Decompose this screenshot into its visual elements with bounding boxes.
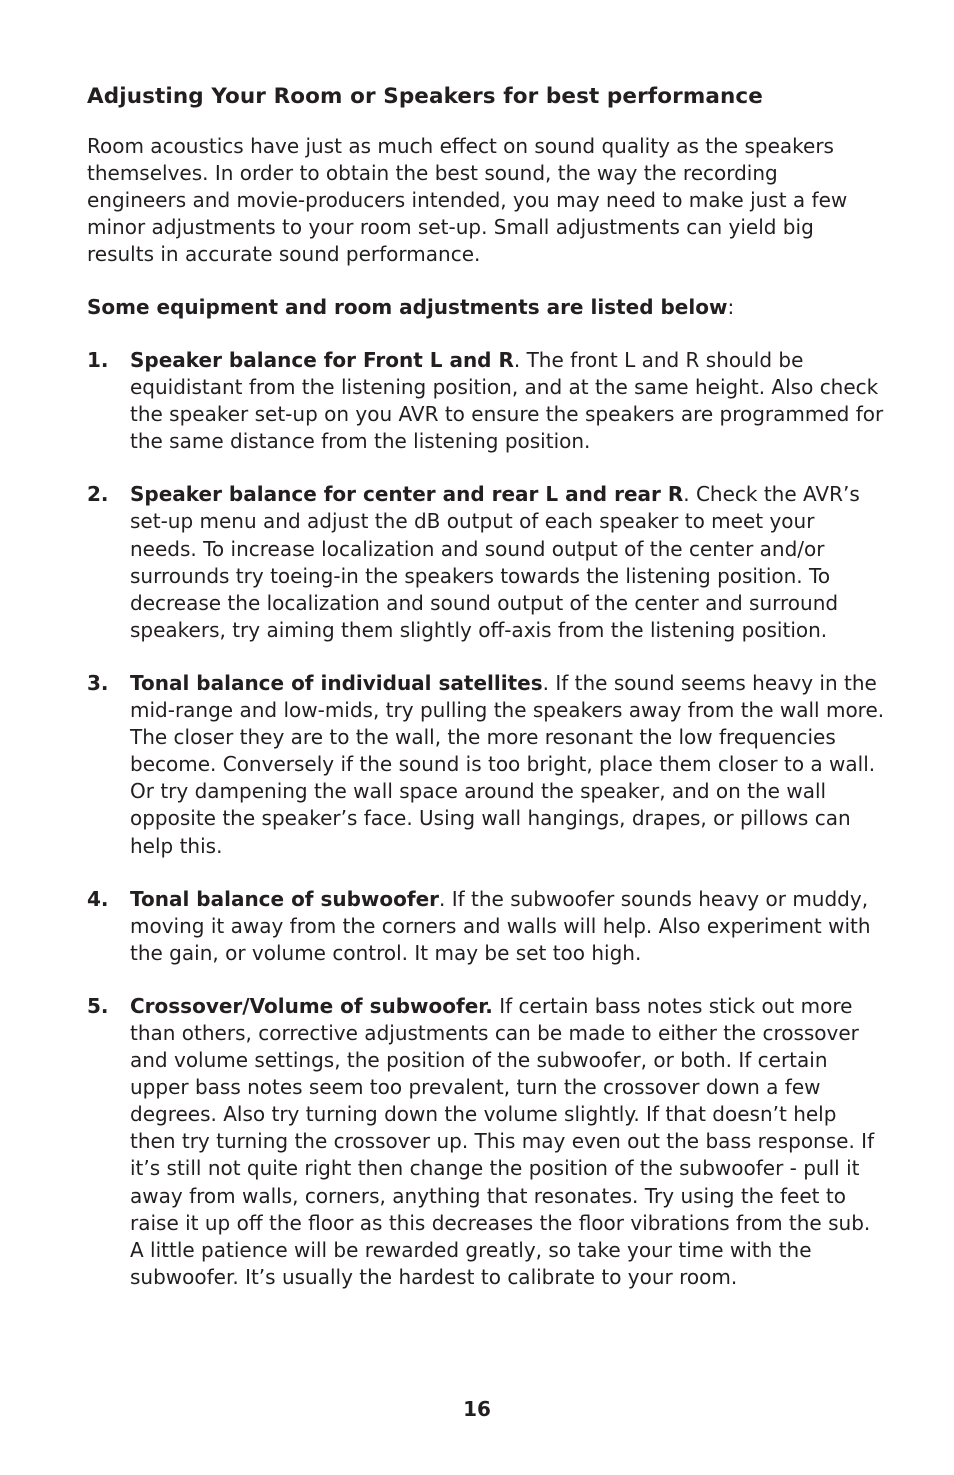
item-text: . If the sound seems heavy in the mid-range and low-mids, try pulling the speakers away from the wall more. The closer they are to the wall, the more resonant the low frequencies become. Conversely if the sound is too bright, place them closer to a wall. Or try dampening the wall space around the speaker, and on the wall opposite the speaker’s face. Using wall hangings, drapes, or pillows can help this. bbox=[130, 670, 885, 858]
page-number: 16 bbox=[463, 1397, 491, 1421]
item-heading: Tonal balance of individual satellites bbox=[130, 670, 543, 695]
item-body bbox=[130, 670, 887, 860]
page-title: Adjusting Your Room or Speakers for best performance bbox=[87, 84, 763, 109]
item-number: 2. bbox=[87, 482, 109, 507]
item-heading: Crossover/Volume of subwoofer. bbox=[130, 993, 493, 1018]
item-number: 5. bbox=[87, 993, 109, 1018]
list-item bbox=[87, 993, 887, 1291]
list-intro bbox=[87, 294, 887, 321]
intro-paragraph: Room acoustics have just as much effect on sound quality as the speakers themselves. In order to obtain the best sound, the way the recording engineers and movie-producers intended, you may need to make just a few minor adjustments to your room set-up. Small adjustments can yield big results in accurate sound performance. bbox=[87, 134, 848, 266]
item-body bbox=[130, 886, 887, 967]
item-number: 1. bbox=[87, 348, 109, 372]
item-body bbox=[130, 347, 887, 455]
list-item bbox=[87, 481, 887, 644]
item-body bbox=[130, 481, 887, 644]
item-body bbox=[130, 993, 887, 1291]
manual-page bbox=[87, 80, 887, 1317]
list-item bbox=[87, 886, 887, 967]
item-text: . Check the AVR’s set-up menu and adjust the dB output of each speaker to meet your needs. To increase localization and sound output of the center and/or surrounds try toeing-in the speakers towards the listening position. To decrease the localization and sound output of the center and surround speakers, try aiming them slightly off-axis from the listening position. bbox=[130, 482, 860, 642]
item-text: . The front L and R should be equidistant from the listening position, and at the same height. Also check the speaker set-up on you AVR to ensure the speakers are programmed for the same distance from the listening position. bbox=[130, 348, 884, 454]
item-text: If certain bass notes stick out more than others, corrective adjustments can be made to either the crossover and volume settings, the position of the subwoofer, or both. If certain upper bass notes seem too prevalent, turn the crossover down a few degrees. Also try turning down the volume slightly. If that doesn’t help then try turning the crossover up. This may even out the bass response. If it’s still not quite right then change the position of the subwoofer - pull it away from walls, corners, anything that resonates. Try using the feet to raise it up off the floor as this decreases the floor vibrations from the sub. A little patience will be rewarded greatly, so take your time with the subwoofer. It’s usually the hardest to calibrate to your room. bbox=[130, 993, 875, 1289]
list-intro-suffix: : bbox=[727, 295, 735, 319]
item-number: 3. bbox=[87, 670, 109, 695]
list-intro-bold: Some equipment and room adjustments are listed below bbox=[87, 295, 728, 319]
item-number: 4. bbox=[87, 886, 109, 911]
list-item bbox=[87, 670, 887, 860]
item-heading: Tonal balance of subwoofer bbox=[130, 886, 440, 911]
item-heading: Speaker balance for Front L and R bbox=[130, 348, 514, 372]
item-heading: Speaker balance for center and rear L and rear R bbox=[130, 482, 684, 507]
list-item bbox=[87, 347, 887, 455]
item-text: . If the subwoofer sounds heavy or muddy, moving it away from the corners and walls will help. Also experiment with the gain, or volume control. It may be set too high. bbox=[130, 886, 871, 965]
adjustments-list bbox=[87, 347, 887, 1291]
